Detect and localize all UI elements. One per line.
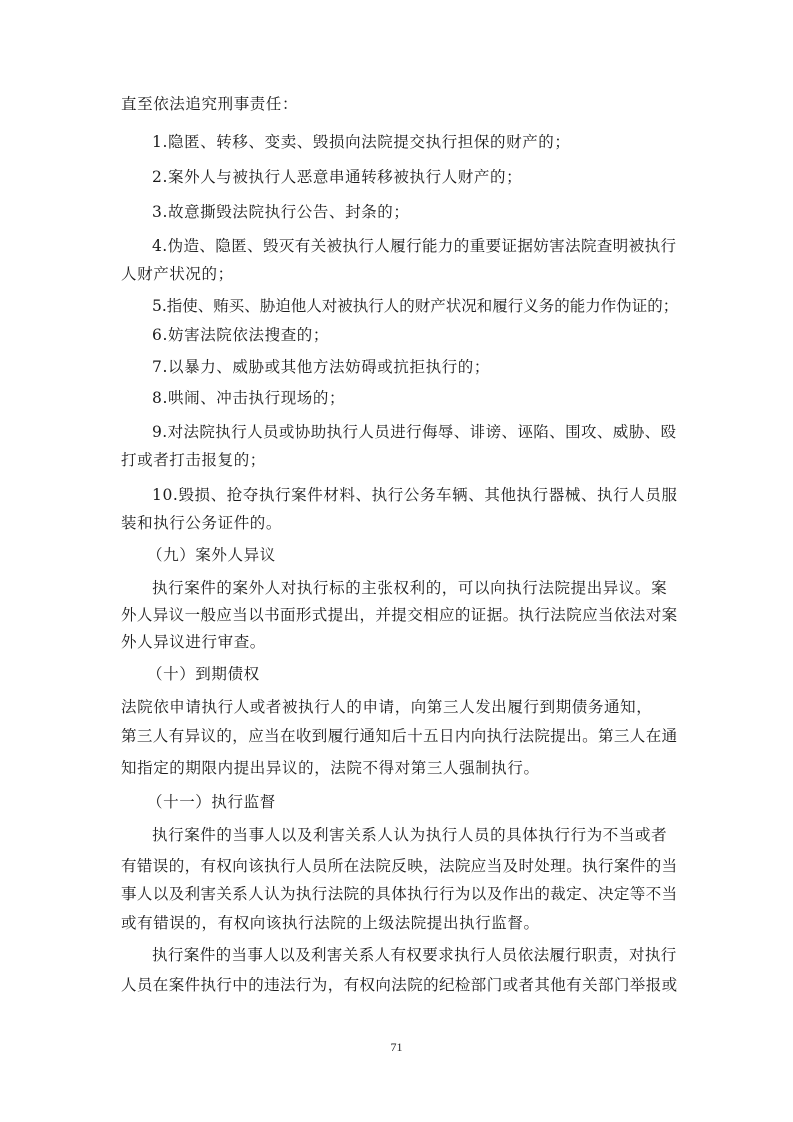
text-line: 3.故意撕毁法院执行公告、封条的；	[152, 203, 410, 221]
text-line: 5.指使、贿买、胁迫他人对被执行人的财产状况和履行义务的能力作伪证的；	[152, 297, 679, 315]
text-line: 打或者打击报复的；	[121, 451, 266, 469]
text-line: 6.妨害法院依法搜查的；	[152, 326, 329, 344]
text-line: 装和执行公务证件的。	[121, 514, 283, 532]
text-line: 外人异议进行审查。	[121, 633, 266, 651]
text-line: 4.伪造、隐匿、毁灭有关被执行人履行能力的重要证据妨害法院查明被执行	[152, 237, 677, 255]
text-line: 执行案件的当事人以及利害关系人认为执行人员的具体执行行为不当或者	[152, 826, 668, 844]
section-heading: （九）案外人异议	[147, 546, 276, 564]
text-line: 1.隐匿、转移、变卖、毁损向法院提交执行担保的财产的；	[152, 133, 571, 151]
text-line: 执行案件的案外人对执行标的主张权利的，可以向执行法院提出异议。案	[152, 579, 668, 597]
text-line: 外人异议一般应当以书面形式提出，并提交相应的证据。执行法院应当依法对案	[121, 606, 678, 624]
text-line: 8.哄闹、冲击执行现场的；	[152, 389, 346, 407]
text-line: 执行案件的当事人以及利害关系人有权要求执行人员依法履行职责，对执行	[152, 946, 677, 964]
text-line: 法院依申请执行人或者被执行人的申请，向第三人发出履行到期债务通知，	[121, 698, 653, 716]
section-heading: （十）到期债权	[147, 665, 260, 683]
text-line: 2.案外人与被执行人恶意串通转移被执行人财产的；	[152, 168, 523, 186]
section-heading: （十一）执行监督	[147, 793, 276, 811]
text-line: 7.以暴力、威胁或其他方法妨碍或抗拒执行的；	[152, 358, 490, 376]
text-line: 有错误的，有权向该执行人员所在法院反映，法院应当及时处理。执行案件的当	[121, 857, 678, 875]
text-line: 事人以及利害关系人认为执行法院的具体执行行为以及作出的裁定、决定等不当	[121, 885, 678, 903]
text-line: 人员在案件执行中的违法行为，有权向法院的纪检部门或者其他有关部门举报或	[121, 976, 678, 994]
text-line: 第三人有异议的，应当在收到履行通知后十五日内向执行法院提出。第三人在通	[121, 727, 678, 745]
text-line: 知指定的期限内提出异议的，法院不得对第三人强制执行。	[121, 759, 540, 777]
text-line: 人财产状况的；	[121, 265, 234, 283]
text-line: 直至依法追究刑事责任：	[121, 95, 299, 113]
text-line: 9.对法院执行人员或协助执行人员进行侮辱、诽谤、诬陷、围攻、威胁、殴	[152, 423, 677, 441]
page-number: 71	[390, 1040, 403, 1054]
text-line: 10.毁损、抢夺执行案件材料、执行公务车辆、其他执行器械、执行人员服	[152, 486, 678, 504]
text-line: 或有错误的，有权向该执行法院的上级法院提出执行监督。	[121, 914, 540, 932]
